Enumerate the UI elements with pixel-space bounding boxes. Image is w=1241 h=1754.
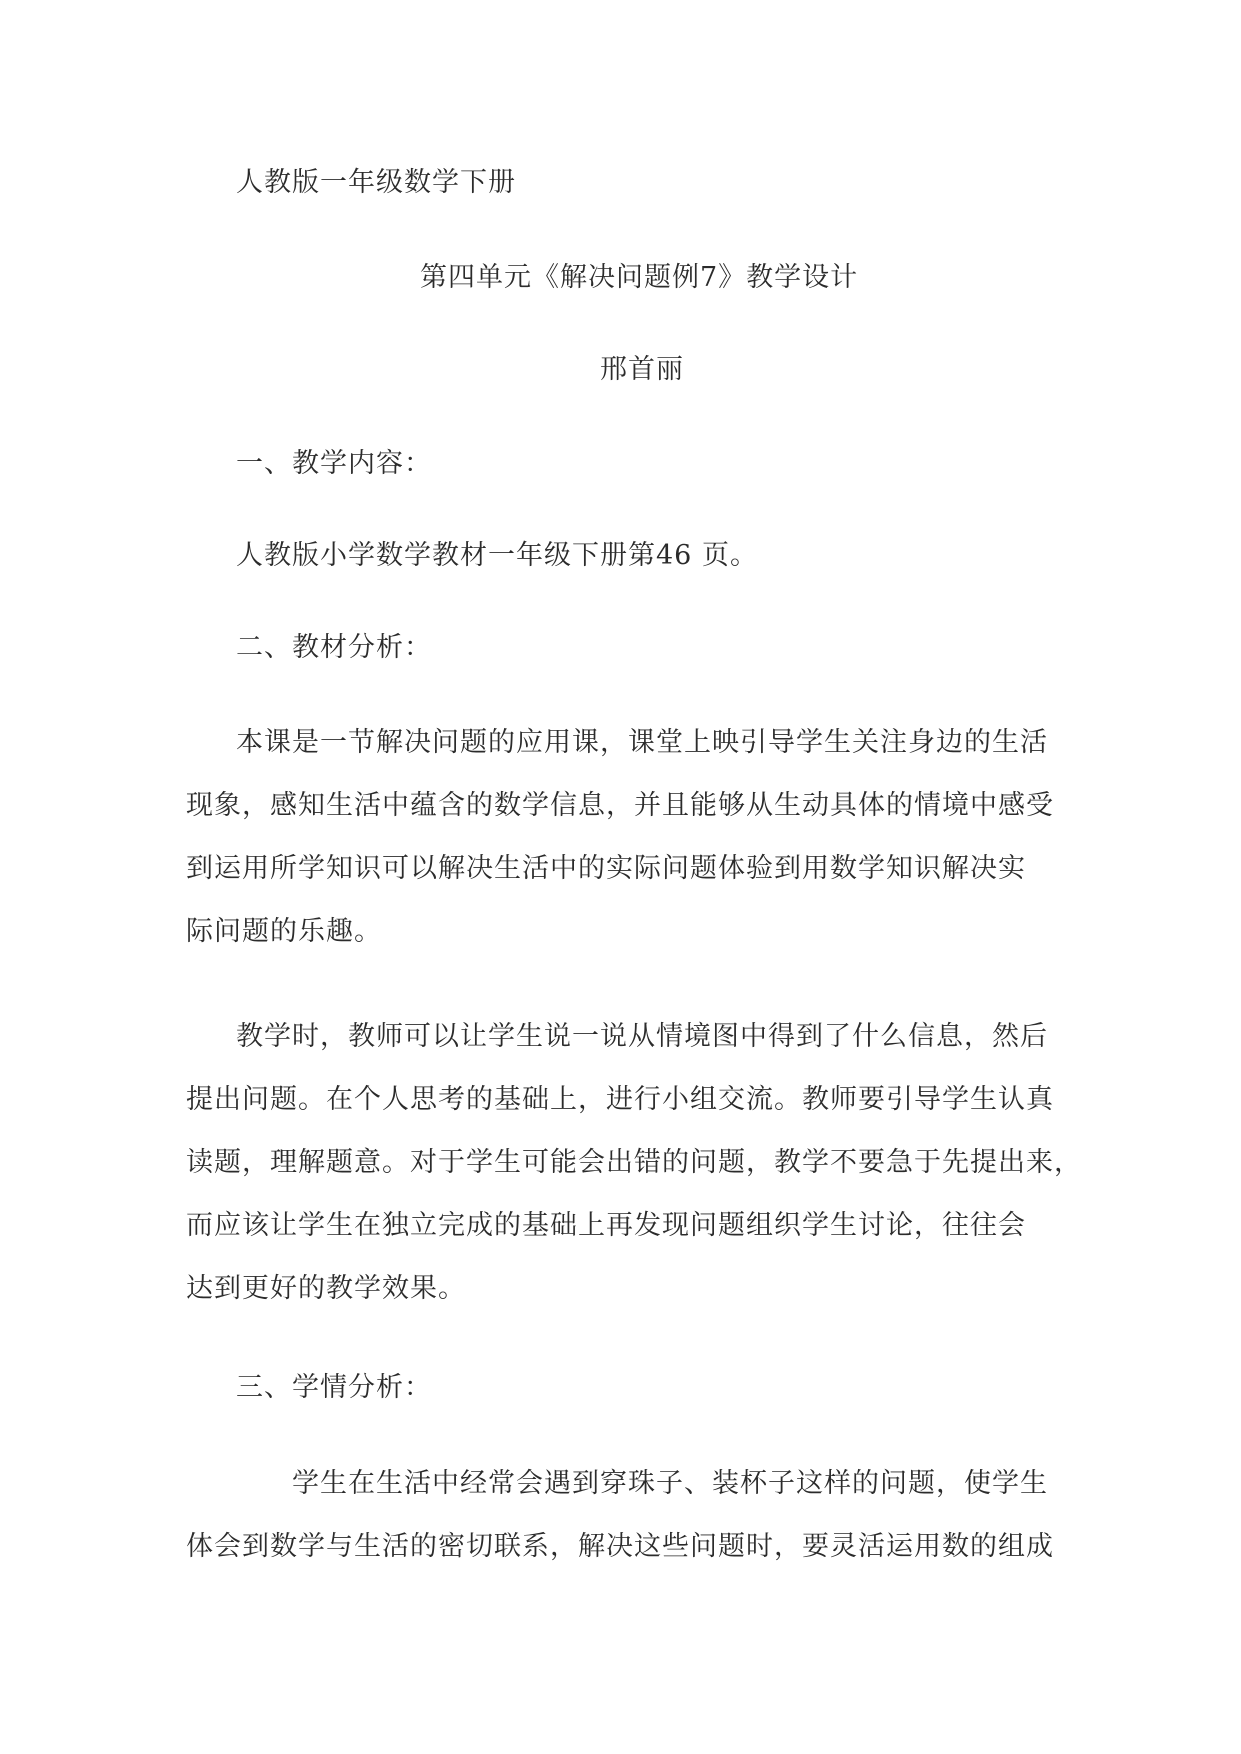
section-heading-student-analysis: 三、学情分析： xyxy=(236,1372,432,1403)
paragraph-line: 体会到数学与生活的密切联系，解决这些问题时，要灵活运用数的组成 xyxy=(186,1531,1054,1562)
material-analysis-paragraph-2 xyxy=(186,1005,1082,1320)
paragraph-line: 教学时，教师可以让学生说一说从情境图中得到了什么信息，然后 xyxy=(236,1021,1048,1052)
paragraph-line: 现象，感知生活中蕴含的数学信息，并且能够从生动具体的情境中感受 xyxy=(186,790,1054,821)
author-name: 邢首丽 xyxy=(600,354,684,385)
paragraph-line: 提出问题。在个人思考的基础上，进行小组交流。教师要引导学生认真 xyxy=(186,1084,1054,1115)
paragraph-line: 本课是一节解决问题的应用课，课堂上映引导学生关注身边的生活 xyxy=(236,727,1048,758)
section-heading-teaching-content: 一、教学内容： xyxy=(236,448,432,479)
section-heading-material-analysis: 二、教材分析： xyxy=(236,632,432,663)
teaching-content-text: 人教版小学数学教材一年级下册第46 页。 xyxy=(236,540,758,571)
student-analysis-paragraph-1 xyxy=(186,1452,1066,1578)
paragraph-line: 达到更好的教学效果。 xyxy=(186,1273,466,1304)
paragraph-line: 而应该让学生在独立完成的基础上再发现问题组织学生讨论，往往会 xyxy=(186,1210,1026,1241)
paragraph-line: 到运用所学知识可以解决生活中的实际问题体验到用数学知识解决实 xyxy=(186,853,1026,884)
paragraph-line: 学生在生活中经常会遇到穿珠子、装杯子这样的问题，使学生 xyxy=(292,1468,1048,1499)
paragraph-line: 际问题的乐趣。 xyxy=(186,916,382,947)
paragraph-line: 读题，理解题意。对于学生可能会出错的问题，教学不要急于先提出来， xyxy=(186,1147,1082,1178)
document-title: 第四单元《解决问题例7》教学设计 xyxy=(420,262,859,293)
material-analysis-paragraph-1 xyxy=(186,711,1066,963)
series-title: 人教版一年级数学下册 xyxy=(236,167,516,198)
